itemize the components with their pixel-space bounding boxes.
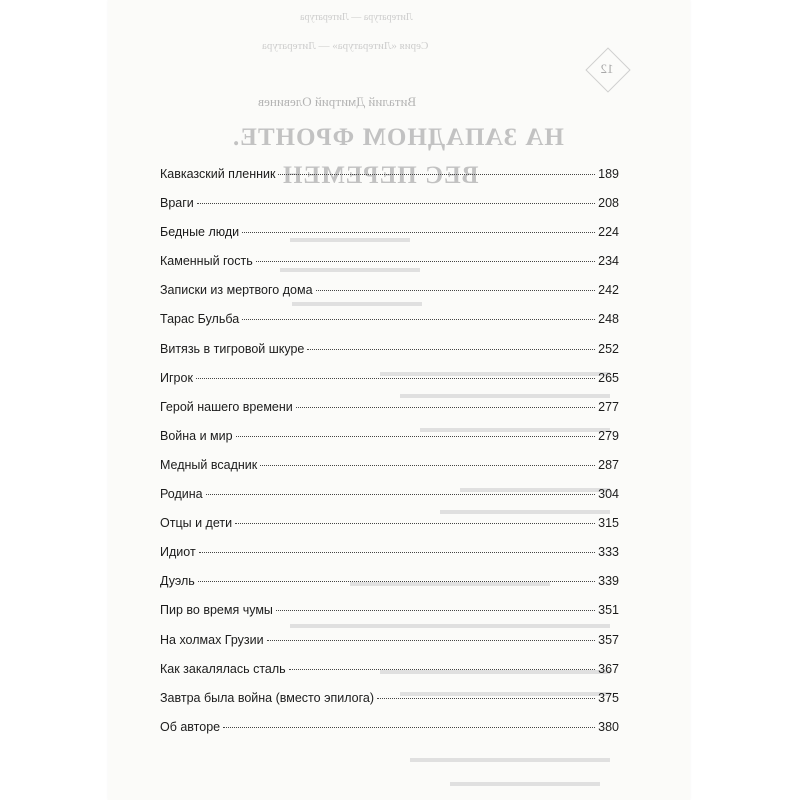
toc-entry-page-number: 339 (598, 574, 619, 589)
toc-dot-leader (267, 640, 596, 641)
toc-dot-leader (316, 290, 596, 291)
toc-entry-page-number: 277 (598, 399, 619, 414)
toc-entry-page-number: 224 (598, 225, 619, 240)
toc-entry-page-number: 279 (598, 428, 619, 443)
toc-entry (160, 189, 619, 218)
toc-dot-leader (278, 174, 595, 175)
toc-entry-title: Идиот (160, 545, 196, 560)
toc-entry-page-number: 304 (598, 487, 619, 502)
toc-entry-title: На холмах Грузии (160, 632, 264, 647)
toc-entry-page-number: 357 (598, 632, 619, 647)
toc-dot-leader (199, 552, 595, 553)
toc-entry (160, 305, 619, 334)
toc-entry-page-number: 252 (598, 341, 619, 356)
toc-entry-page-number: 265 (598, 370, 619, 385)
toc-entry-page-number: 248 (598, 312, 619, 327)
toc-entry (160, 393, 619, 422)
toc-entry (160, 538, 619, 567)
toc-entry (160, 596, 619, 625)
toc-entry-title: Медный всадник (160, 457, 258, 472)
toc-entry-title: Как закалялась сталь (160, 661, 286, 676)
toc-entry (160, 160, 619, 189)
toc-entry-title: Отцы и дети (160, 516, 233, 531)
toc-entry-page-number: 189 (598, 167, 619, 181)
toc-entry-page-number: 380 (598, 719, 619, 734)
toc-dot-leader (242, 232, 595, 233)
toc-entry-title: Тарас Бульба (160, 312, 240, 327)
toc-dot-leader (296, 407, 595, 408)
toc-entry-title: Каменный гость (160, 254, 253, 269)
toc-entry-title: Записки из мертвого дома (160, 283, 313, 298)
toc-entry (160, 335, 619, 364)
toc-entry-title: Пир во время чумы (160, 603, 273, 618)
toc-dot-leader (260, 465, 595, 466)
toc-entry-page-number: 287 (598, 457, 619, 472)
show-through-author: Виталий Дмитрий Олевинев (258, 94, 417, 109)
show-through-line (410, 758, 610, 762)
toc-dot-leader (196, 378, 595, 379)
toc-entry-title: Об авторе (160, 719, 221, 734)
toc-entry-page-number: 351 (598, 603, 619, 618)
toc-entry-title: Кавказский пленник (160, 167, 276, 181)
toc-entry-title: Завтра была война (вместо эпилога) (160, 690, 374, 705)
toc-entry (160, 509, 619, 538)
toc-entry-title: Игрок (160, 370, 193, 385)
toc-dot-leader (206, 494, 596, 495)
toc-entry (160, 626, 619, 655)
toc-entry (160, 713, 619, 742)
show-through-line: Литература — Литература (300, 12, 413, 23)
toc-dot-leader (198, 581, 595, 582)
toc-entry (160, 655, 619, 684)
toc-dot-leader (242, 319, 595, 320)
toc-entry-page-number: 333 (598, 545, 619, 560)
toc-entry (160, 451, 619, 480)
toc-dot-leader (276, 610, 595, 611)
toc-entry-title: Враги (160, 196, 194, 211)
toc-entry (160, 684, 619, 713)
toc-dot-leader (235, 523, 595, 524)
toc-dot-leader (256, 261, 595, 262)
toc-dot-leader (197, 203, 595, 204)
show-through-line (450, 782, 600, 786)
toc-entry-title: Война и мир (160, 428, 233, 443)
toc-entry-page-number: 315 (598, 516, 619, 531)
show-through-line: Серия «Литература» — Литература (262, 40, 429, 52)
toc-entry-page-number: 367 (598, 661, 619, 676)
toc-entry-page-number: 375 (598, 690, 619, 705)
toc-entry-title: Герой нашего времени (160, 399, 293, 414)
toc-entry-title: Бедные люди (160, 225, 240, 240)
toc-entry (160, 247, 619, 276)
toc-entry (160, 218, 619, 247)
toc-entry-title: Дуэль (160, 574, 195, 589)
toc-entry (160, 480, 619, 509)
show-through-title: ВЕС ПЕРЕМЕН (282, 162, 479, 189)
toc-entry-title: Витязь в тигровой шкуре (160, 341, 305, 356)
toc-dot-leader (377, 698, 595, 699)
toc-entry-page-number: 234 (598, 254, 619, 269)
toc-entry-page-number: 242 (598, 283, 619, 298)
show-through-title: НА ЗАПАДНОМ ФРОНТЕ. (232, 124, 564, 151)
toc-entry-title: Родина (160, 487, 203, 502)
toc-entry (160, 567, 619, 596)
toc-dot-leader (223, 727, 595, 728)
toc-entry (160, 364, 619, 393)
page-number-badge-text: 12 (600, 61, 614, 76)
toc-dot-leader (289, 669, 595, 670)
toc-entry (160, 276, 619, 305)
table-of-contents (160, 160, 619, 742)
toc-entry-page-number: 208 (598, 196, 619, 211)
toc-dot-leader (236, 436, 596, 437)
toc-entry (160, 422, 619, 451)
toc-dot-leader (307, 349, 595, 350)
